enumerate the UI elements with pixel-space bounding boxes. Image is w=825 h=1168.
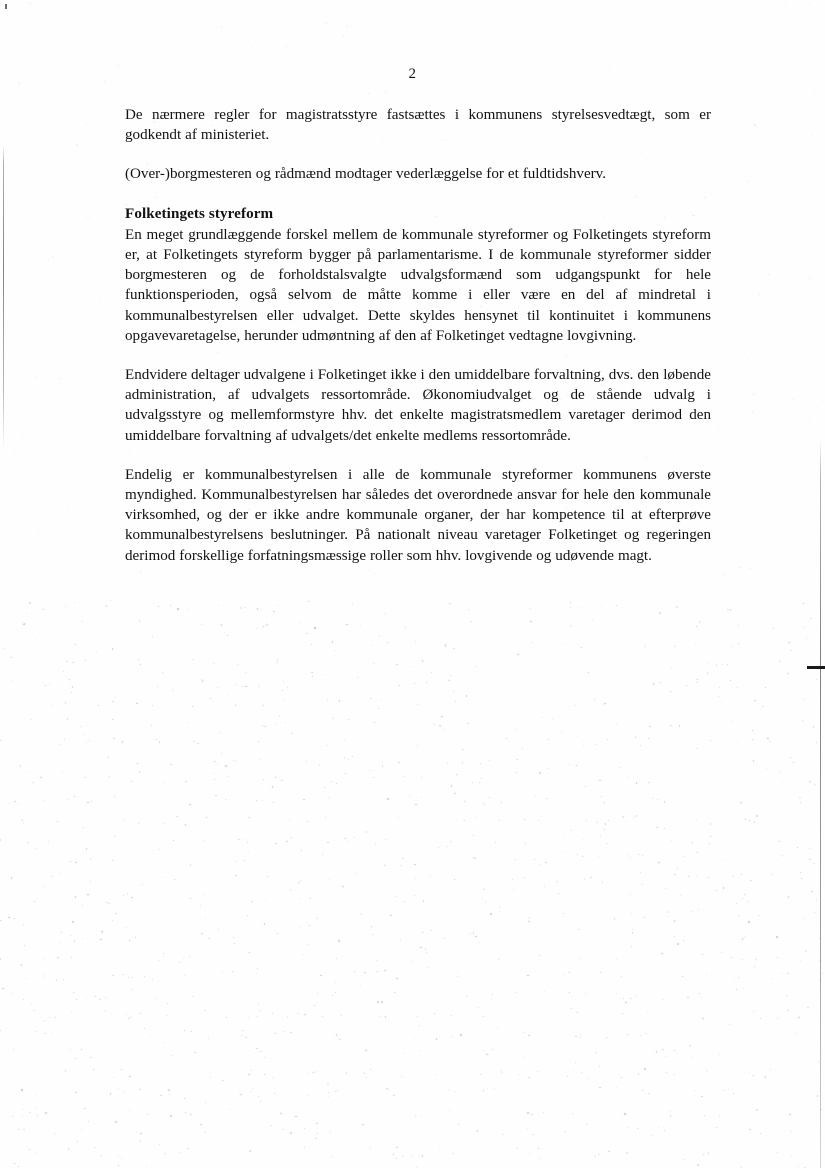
scan-artifact-corner-fleck <box>5 4 7 9</box>
scan-artifact-right-edge-line <box>820 440 821 1168</box>
paragraph-udvalg-forvaltning: Endvidere deltager udvalgene i Folketinget ikke i den umiddelbare forvaltning, dvs. den løbende administration, af udvalgets ressortområde. Økonomiudvalget og de stående udvalg i udvalgsstyre og mellemformstyre hhv. det enkelte magistratsmedlem varetager derimod den umiddelbare forvaltning af udvalgets/det enkelte medlems ressortområde. <box>125 367 711 444</box>
paragraph-magistratsstyre-regler: De nærmere regler for magistratsstyre fastsættes i kommunens styrelsesvedtægt, som er godkendt af ministeriet. <box>125 107 711 144</box>
document-text-column <box>125 105 711 566</box>
paragraph-borgmester-vederlag: (Over-)borgmesteren og rådmænd modtager vederlæggelse for et fuldtidshverv. <box>125 166 607 183</box>
scan-artifact-left-edge-line <box>3 145 4 451</box>
section-heading-folketingets-styreform: Folketingets styreform <box>125 205 274 222</box>
scan-artifact-right-edge-tick <box>807 666 825 669</box>
scan-speckle-noise-lower <box>0 600 825 1168</box>
page-number: 2 <box>408 66 417 82</box>
paragraph-kommunalbestyrelsen-myndighed: Endelig er kommunalbestyrelsen i alle de kommunale styreformer kommunens øverste myndighed. Kommunalbestyrelsen har således det overordnede ansvar for hele den kommunale virksomhed, og der er ikke andre kommunale organer, der har kompetence til at efterprøve kommunalbestyrelsens beslutninger. På nationalt niveau varetager Folketinget og regeringen derimod forskellige forfatningsmæssige roller som hhv. lovgivende og udøvende magt. <box>125 466 711 564</box>
paragraph-parlamentarisme-forskel: En meget grundlæggende forskel mellem de kommunale styreformer og Folketingets styreform er, at Folketingets styreform bygger på parlamentarisme. I de kommunale styreformer sidder borgmesteren og de forholdstalsvalgte udvalgsformænd som udgangspunkt for hele funktionsperioden, også selvom de måtte komme i eller være en del af mindretal i kommunalbestyrelsen eller udvalget. Dette skyldes hensynet til kontinuitet i kommunens opgavevaretagelse, herunder udmøntning af den af Folketinget vedtagne lovgivning. <box>125 226 711 344</box>
